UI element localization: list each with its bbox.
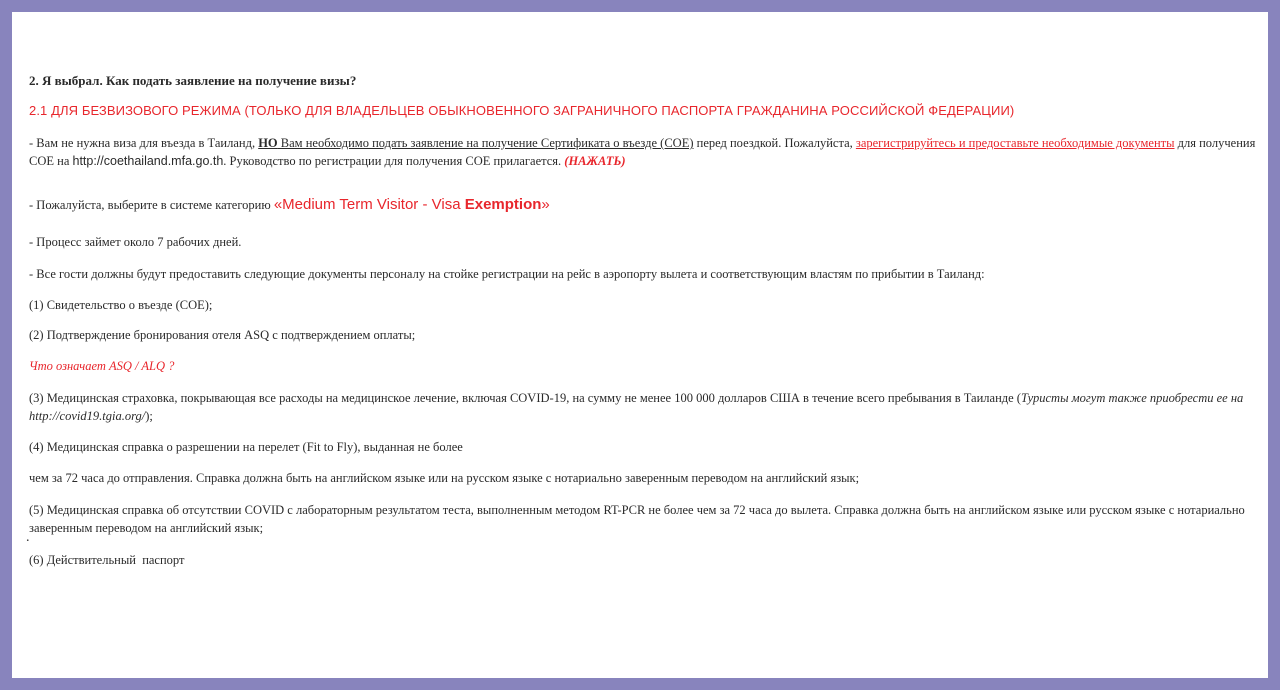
document-item-6: (6) Действительный паспорт bbox=[29, 553, 185, 567]
coe-text-4: . Руководство по регистрации для получения COE прилагается. bbox=[223, 154, 565, 168]
processing-time: - Процесс займет около 7 рабочих дней. bbox=[29, 235, 242, 249]
coe-text-3: для получения COE на bbox=[29, 136, 1256, 168]
click-link[interactable]: (НАЖАТЬ) bbox=[564, 154, 626, 168]
coe-text-1: Вам не нужна виза для въезда в Таиланд, bbox=[36, 136, 259, 150]
coe-requirement: Вам необходимо подать заявление на получение Сертификата о въезде (COE) bbox=[277, 136, 694, 150]
item3-text: (3) Медицинская страховка, покрывающая все расходы на медицинское лечение, включая COVID-19, на сумму не менее 100 000 долларов США в течение всего пребывания в Таиланде ( bbox=[29, 391, 1021, 405]
item3-close: ); bbox=[145, 409, 153, 423]
coe-url: http://coethailand.mfa.go.th bbox=[72, 154, 224, 168]
document-item-5: (5) Медицинская справка об отсутствии COVID с лабораторным результатом теста, выполненным методом RT-PCR не более чем за 72 часа до вылета. Справка должна быть на английском языке или русском языке с нотариально заверенным переводом на английский язык; bbox=[29, 503, 1245, 535]
category-name-3: » bbox=[541, 196, 550, 213]
category-paragraph bbox=[29, 196, 1260, 214]
coe-text-2: перед поездкой. Пожалуйста, bbox=[693, 136, 856, 150]
documents-intro: - Все гости должны будут предоставить следующие документы персоналу на стойке регистрации на рейс в аэропорту вылета и соответствующим властям по прибытии в Таиланд: bbox=[29, 267, 985, 281]
visa-exemption-heading: 2.1 ДЛЯ БЕЗВИЗОВОГО РЕЖИМА (ТОЛЬКО ДЛЯ ВЛАДЕЛЬЦЕВ ОБЫКНОВЕННОГО ЗАГРАНИЧНОГО ПАСПОРТА ГРАЖДАНИНА РОССИЙСКОЙ ФЕДЕРАЦИИ) bbox=[29, 103, 1015, 118]
register-link[interactable]: зарегистрируйтесь и предоставьте необходимые документы bbox=[855, 136, 1175, 150]
category-name-1: «Medium Term Visitor - Visa bbox=[273, 196, 465, 213]
section-heading: 2. Я выбрал. Как подать заявление на получение визы? bbox=[29, 73, 357, 88]
category-name-2: Exemption bbox=[464, 196, 542, 213]
page-frame bbox=[12, 12, 1268, 678]
coe-paragraph bbox=[29, 134, 1260, 170]
document-item-3 bbox=[29, 389, 1260, 425]
document-item-1: (1) Свидетельство о въезде (COE); bbox=[29, 298, 213, 312]
category-text: - Пожалуйста, выберите в системе категорию bbox=[29, 198, 274, 212]
coe-but: НО bbox=[258, 136, 278, 150]
asq-question-link[interactable]: Что означает ASQ / ALQ ? bbox=[29, 359, 175, 373]
trailing-dot: . bbox=[26, 530, 30, 545]
document-item-4: (4) Медицинская справка о разрешении на перелет (Fit to Fly), выданная не более bbox=[29, 440, 463, 454]
document-item-4-continued: чем за 72 часа до отправления. Справка должна быть на английском языке или на русском языке с нотариально заверенным переводом на английский язык; bbox=[29, 471, 860, 485]
coe-dash: - bbox=[29, 136, 37, 150]
item3-note: Туристы могут также приобрести ее на http://covid19.tgia.org/ bbox=[29, 391, 1244, 423]
document-item-2: (2) Подтверждение бронирования отеля ASQ с подтверждением оплаты; bbox=[29, 328, 416, 342]
